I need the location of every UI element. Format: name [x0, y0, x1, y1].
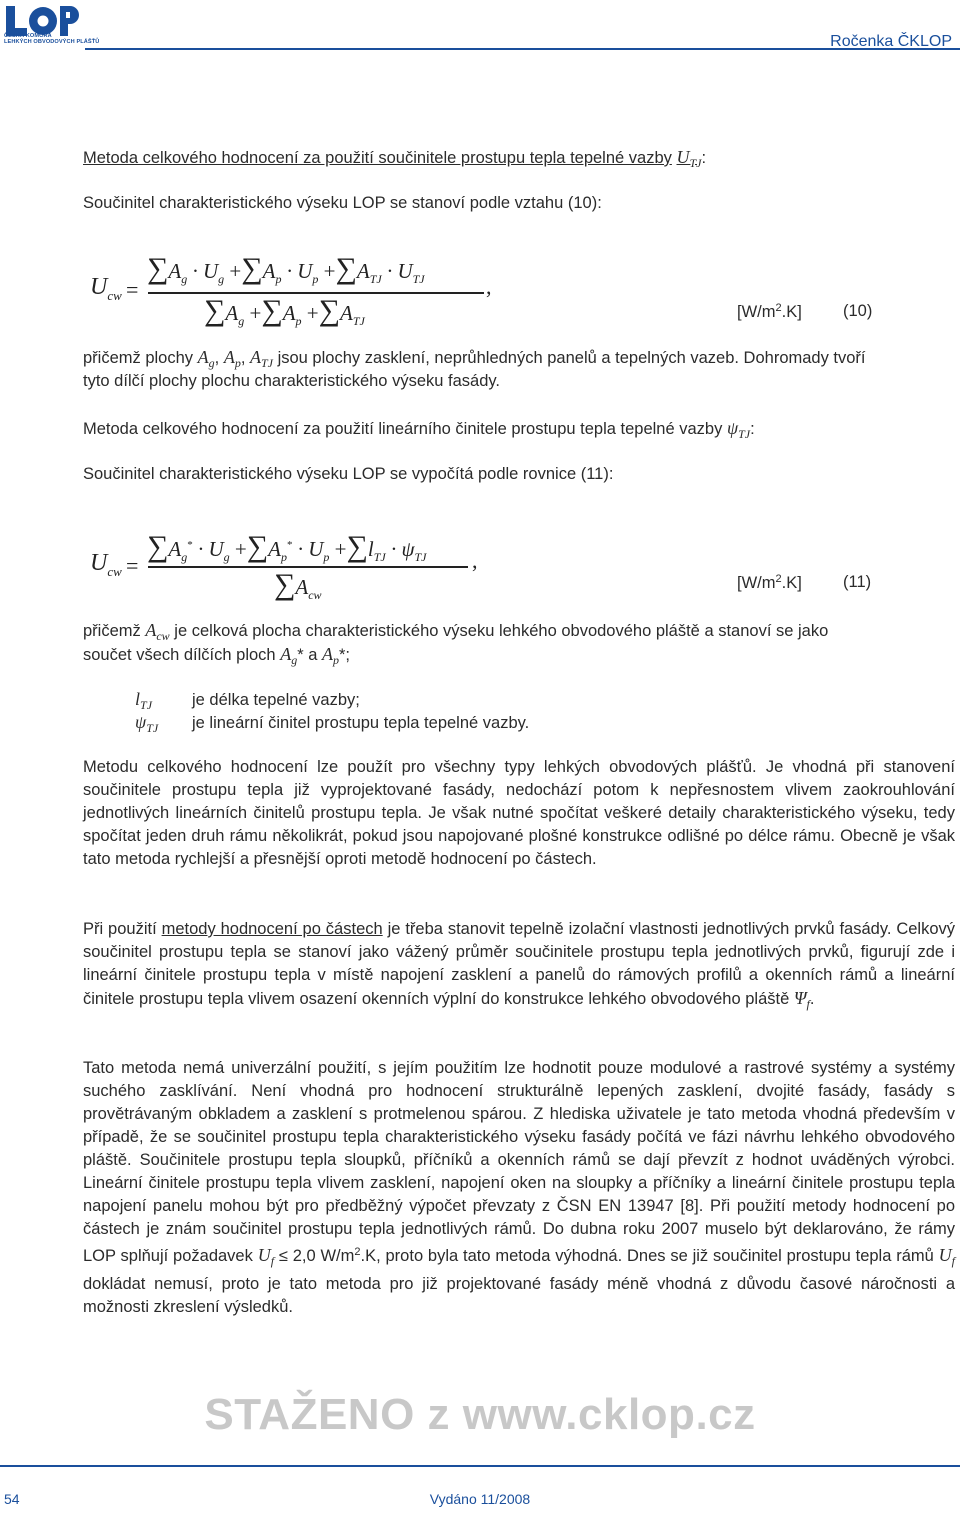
- section1-intro: Součinitel charakteristického výseku LOP se stanoví podle vztahu (10):: [83, 194, 602, 212]
- equation-11-number: (11): [843, 573, 872, 591]
- equation-10-number: (10): [843, 302, 873, 320]
- equation-10: $U_{cw}$ = $\sum A_g \cdot U_g +\sum A_p \cdot U_p +\sum A_{TJ} \cdot U_{TJ}$ $\sum A_g +\sum A_p +\sum A_{TJ}$ ,: [90, 252, 492, 328]
- section2-heading: Metoda celkového hodnocení za použití lineárního činitele prostupu tepla tepelné vazby $\psi_{TJ}$:: [83, 418, 755, 441]
- section2-note-line2: součet všech dílčích ploch $A_g*$ a $A_p*$;: [83, 644, 351, 667]
- equation-10-unit: $[W/m^2.K]$: [737, 302, 802, 321]
- link-metody-hodnoceni: metody hodnocení po částech: [161, 920, 383, 938]
- paragraph-1: Metodu celkového hodnocení lze použít pro všechny typy lehkých obvodových plášťů. Je vhodná při stanovení součinitele prostupu tepla již vyprojektované fasády, nedochází potom k nepřesnostem vlivem zaokrouhlování jednotlivých lineárních činitelů prostupu tepla. Je však nutné spočítat veškeré detaily charakteristického výseku, tedy spočítat jeden druh rámu několikrát, pokud jsou napojované plošné konstrukce odlišné po délce rámu. Obecně je však tato metoda rychlejší a přesnější oproti metodě hodnocení po částech.: [83, 758, 955, 868]
- download-watermark: STAŽENO z www.cklop.cz: [204, 1390, 756, 1439]
- issue-date: Vydáno 11/2008: [429, 1491, 531, 1507]
- section1-note: přičemž plochy $A_g$, $A_p$, $A_{TJ}$ jsou plochy zasklení, neprůhledných panelů a tepelných vazeb. Dohromady tvoří: [83, 347, 866, 370]
- page-number: 54: [4, 1491, 20, 1507]
- definition-psiTJ: $\psi_{TJ}$ je lineární činitel prostupu tepla tepelné vazby.: [135, 712, 530, 735]
- footer-rule: [0, 1465, 960, 1467]
- header-rule: [85, 48, 960, 50]
- section2-intro: Součinitel charakteristického výseku LOP se vypočítá podle rovnice (11):: [83, 465, 614, 483]
- definition-lTJ: $l_{TJ}$ je délka tepelné vazby;: [135, 689, 360, 712]
- section2-note: přičemž $A_{cw}$ je celková plocha charakteristického výseku lehkého obvodového pláště a stanoví se jako: [83, 620, 829, 643]
- equation-11-unit: $[W/m^2.K]$: [737, 573, 802, 592]
- paragraph-2: Při použití metody hodnocení po částech je třeba stanovit tepelně izolační vlastnosti jednotlivých prvků fasády. Celkový součinitel prostupu tepla se stanoví jako vážený průměr součinitele prostupu tepla jednotlivých prvků, figurují zde i lineární činitele prostupu tepla v místě napojení zasklení a panelů do rámových profilů a okenních rámů a lineární činitele prostupu tepla vlivem osazení okenních výplní do konstrukce lehkého obvodového pláště $\Psi_f$.: [83, 920, 956, 1011]
- section1-heading: Metoda celkového hodnocení za použití součinitele prostupu tepla tepelné vazby $U_{TJ}$:: [83, 147, 707, 170]
- logo-subtitle: ČESKÁ KOMORA LEHKÝCH OBVODOVÝCH PLÁŠŤŮ: [4, 33, 100, 46]
- section1-note-line2: tyto dílčí plochy plochu charakteristického výseku fasády.: [83, 372, 500, 390]
- paragraph-3: Tato metoda nemá univerzální použití, s jejím použitím lze hodnotit pouze modulové a rastrové systémy a systémy suchého zasklívání. Není vhodná pro hodnocení strukturálně lepených zasklení, dvojité fasády, fasády s provětrávaným obkladem a zasklení s protmelenou spárou. Z hlediska uživatele je tato metoda vhodná především v případě, že se součinitel prostupu tepla charakteristického výseku fasády počítá ve fázi návrhu lehkého obvodového pláště. Součinitele prostupu tepla sloupků, příčníků a okenních rámů se dají převzít z hodnot uváděných výrobci. Lineární činitele prostupu tepla vlivem zasklení, napojení oken na sloupky a příčníky a lineární činitele prostupu tepla napojení panelu mohou být pro předběžný výpočet převzaty z ČSN EN 13947 [8]. Při použití metody hodnocení po částech je znám součinitel prostupu tepla jednotlivých rámů. Do dubna roku 2007 muselo být deklarováno, že rámy LOP splňují požadavek $U_f \le 2,0$ $W/m^2.K$, proto byla tato metoda výhodná. Dnes se již součinitel prostupu tepla rámů $U_f$ dokládat nemusí, proto je tato metoda pro již projektované fasády méně vhodná z důvodu časové náročnosti a možnosti zkreslení výsledků.: [83, 1059, 955, 1316]
- equation-11: $U_{cw}$ = $\sum A_g^* \cdot U_g +\sum A_p^* \cdot U_p +\sum l_{TJ} \cdot \psi_{TJ}$ $\sum A_{cw}$ ,: [90, 530, 478, 602]
- yearbook-title: Ročenka ČKLOP: [830, 33, 952, 50]
